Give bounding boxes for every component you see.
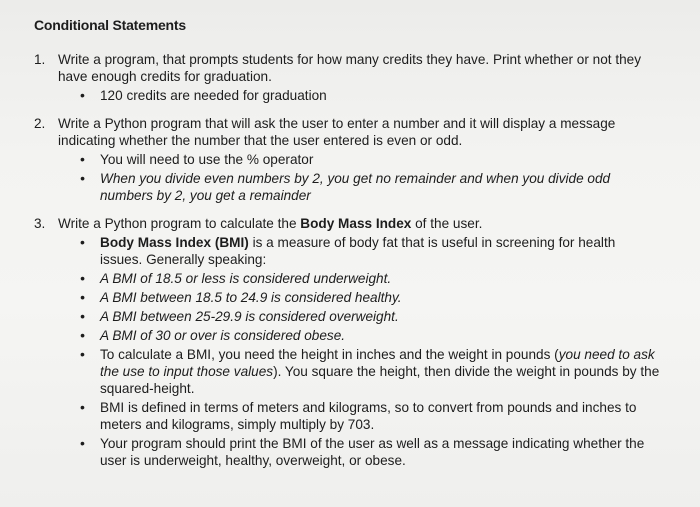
bullet-item — [80, 327, 660, 344]
bullet-list — [58, 151, 700, 204]
bullet-text: You will need to use the % operator — [100, 152, 314, 167]
bullet-text: 120 credits are needed for graduation — [100, 88, 327, 103]
bullet-icon: • — [80, 399, 85, 415]
bullet-text: When you divide even numbers by 2, you get no remainder and when you divide odd numbers by 2, you get a remainder — [100, 171, 611, 203]
question-text-bold: Body Mass Index — [300, 216, 412, 231]
bullet-icon: • — [80, 234, 85, 250]
question-2 — [34, 115, 700, 204]
bullet-item — [80, 308, 660, 325]
question-1 — [34, 51, 700, 104]
bullet-list — [58, 234, 700, 469]
bullet-text: A BMI of 30 or over is considered obese. — [100, 328, 346, 343]
bullet-icon: • — [80, 87, 85, 103]
bullet-icon: • — [80, 327, 85, 343]
bullet-item — [80, 346, 660, 397]
bullet-item — [80, 399, 660, 433]
bullet-icon: • — [80, 289, 85, 305]
bullet-text: Your program should print the BMI of the user as well as a message indicating whether the user is underweight, healthy, overweight, or obese. — [100, 436, 645, 468]
bullet-text: is a measure of body fat that is useful in screening for health issues. Generally speaking: — [100, 235, 616, 267]
bullet-icon: • — [80, 151, 85, 167]
bullet-item — [80, 270, 660, 287]
question-number: 1. — [34, 52, 46, 67]
bullet-item — [80, 435, 660, 469]
document-title: Conditional Statements — [34, 17, 186, 33]
question-text — [58, 215, 648, 232]
bullet-item — [80, 87, 660, 104]
bullet-item — [80, 289, 660, 306]
bullet-text: To calculate a BMI, you need the height in inches and the weight in pounds ( — [100, 347, 559, 362]
bullet-text: BMI is defined in terms of meters and kilograms, so to convert from pounds and inches to meters and kilograms, simply multiply by 703. — [100, 400, 637, 432]
bullet-text-bold: Body Mass Index (BMI) — [100, 235, 249, 250]
bullet-icon: • — [80, 346, 85, 362]
bullet-icon: • — [80, 170, 85, 186]
question-text-part: Write a Python program to calculate the — [58, 216, 301, 231]
bullet-icon: • — [80, 270, 85, 286]
bullet-list — [58, 87, 700, 104]
bullet-icon: • — [80, 435, 85, 451]
question-list — [34, 51, 700, 469]
question-number: 2. — [34, 116, 46, 131]
question-number: 3. — [34, 216, 46, 231]
question-text: Write a Python program that will ask the user to enter a number and it will display a message indicating whether the number that the user entered is even or odd. — [58, 116, 616, 148]
bullet-item — [80, 151, 660, 168]
question-text: Write a program, that prompts students for how many credits they have. Print whether or not they have enough credits for graduation. — [58, 52, 642, 84]
bullet-icon: • — [80, 308, 85, 324]
bullet-text-italic: you need to ask the use to input those values — [100, 347, 655, 379]
bullet-item — [80, 170, 660, 204]
bullet-text: A BMI between 25-29.9 is considered overweight. — [100, 309, 399, 324]
bullet-item — [80, 234, 660, 268]
question-text-part: of the user. — [411, 216, 483, 231]
bullet-text: A BMI between 18.5 to 24.9 is considered healthy. — [100, 290, 402, 305]
question-3 — [34, 215, 700, 469]
bullet-text: A BMI of 18.5 or less is considered underweight. — [100, 271, 392, 286]
bullet-text: ). You square the height, then divide the weight in pounds by the squared-height. — [100, 364, 660, 396]
